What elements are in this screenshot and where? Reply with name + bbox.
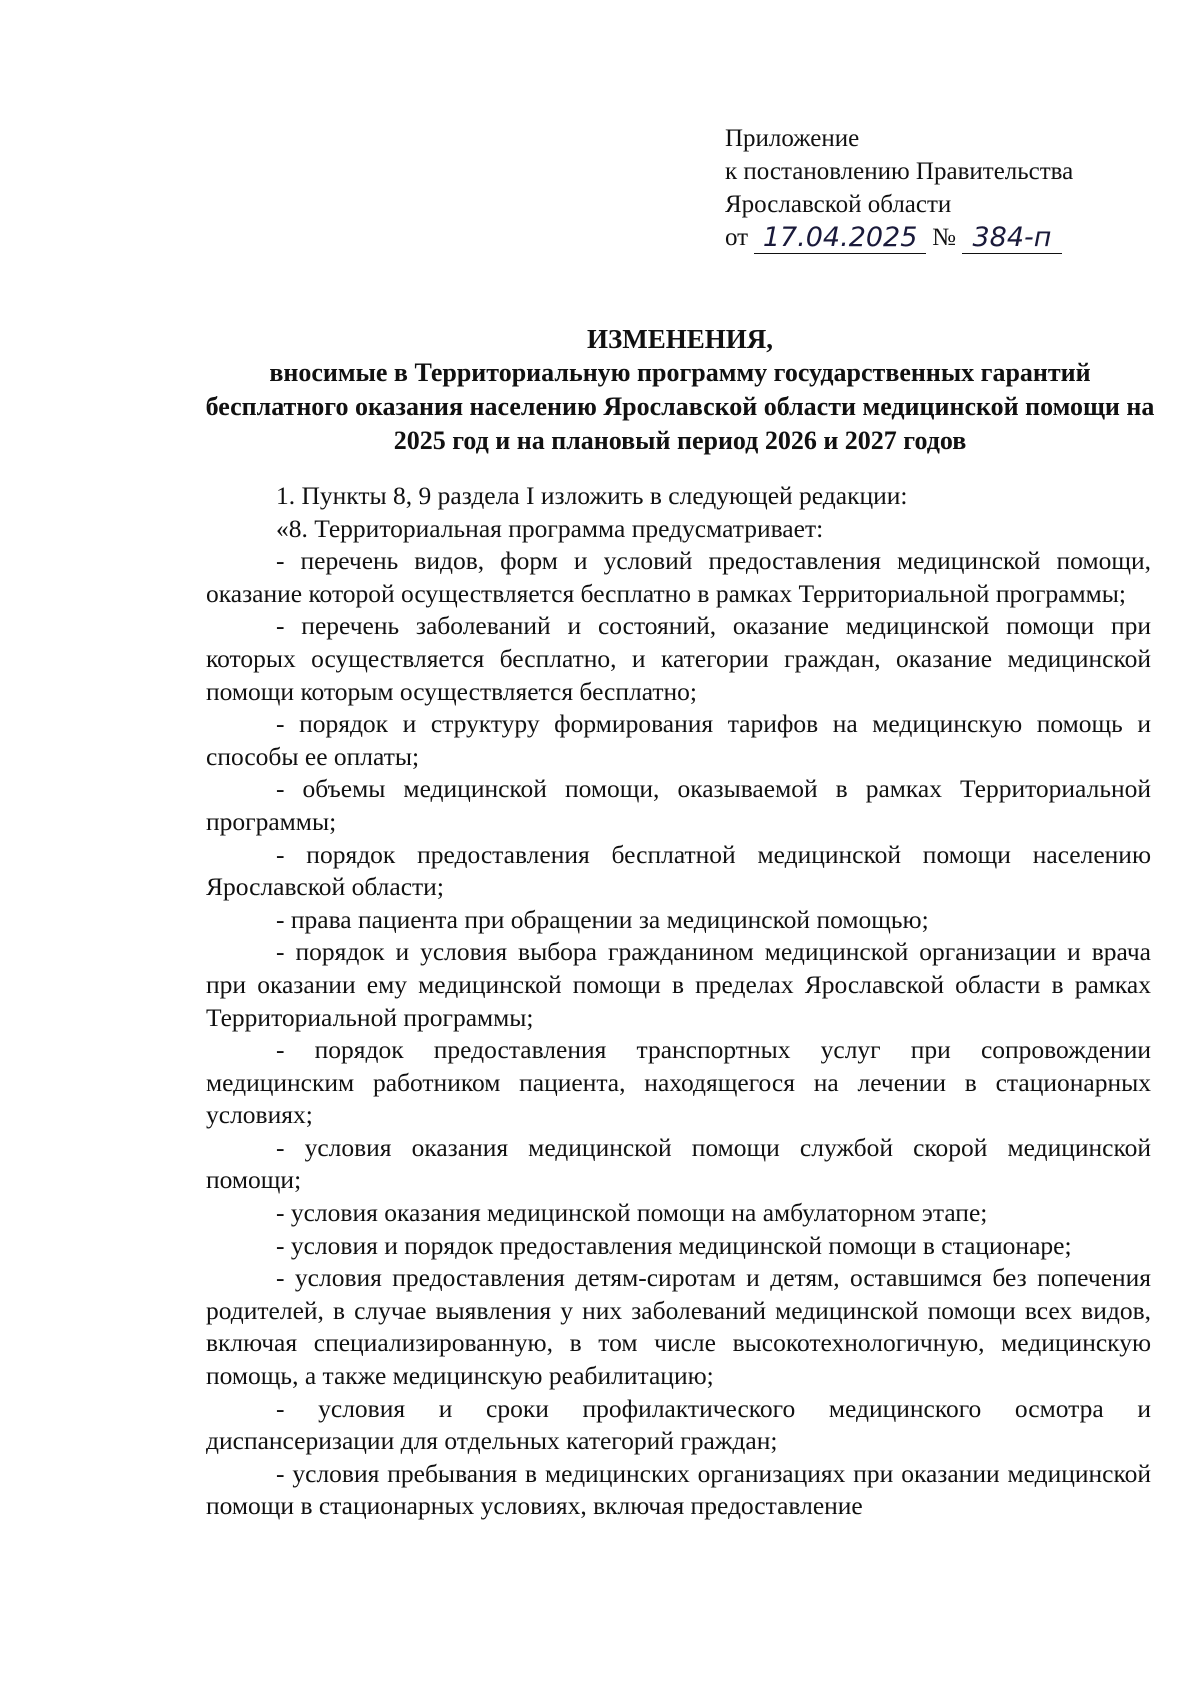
annex-line-3: Ярославской области <box>725 191 952 218</box>
handwritten-date: 17.04.2025 <box>754 223 926 254</box>
handwritten-number: 384-п <box>962 223 1062 254</box>
body-paragraph: - права пациента при обращении за медицинской помощью; <box>276 904 929 934</box>
annex-line-1: Приложение <box>725 125 860 152</box>
body-paragraph: «8. Территориальная программа предусматривает: <box>276 513 824 543</box>
body-paragraph: - условия и сроки профилактического медицинского осмотра и диспансеризации для отдельных категорий граждан; <box>206 1393 1151 1456</box>
body-paragraph: - порядок предоставления транспортных услуг при сопровождении медицинским работником пациента, находящегося на лечении в стационарных условиях; <box>206 1035 1151 1130</box>
from-label: от <box>725 224 749 251</box>
annex-date-line <box>725 221 1145 254</box>
body-paragraph: - порядок и условия выбора гражданином медицинской организации и врача при оказании ему медицинской помощи в пределах Ярославской области в рамках Территориальной программы; <box>206 937 1151 1032</box>
body-paragraph: - порядок и структуру формирования тарифов на медицинскую помощь и способы ее оплаты; <box>206 709 1151 771</box>
body-paragraph: - условия оказания медицинской помощи службой скорой медицинской помощи; <box>206 1132 1151 1195</box>
document-heading <box>205 322 1155 458</box>
body-paragraph: - объемы медицинской помощи, оказываемой в рамках Территориальной программы; <box>206 774 1151 836</box>
body-paragraph: - условия оказания медицинской помощи на амбулаторном этапе; <box>276 1198 988 1228</box>
annex-block <box>725 122 1145 254</box>
document-body <box>206 480 1151 1523</box>
body-paragraph: 1. Пункты 8, 9 раздела I изложить в следующей редакции: <box>276 481 908 510</box>
body-paragraph: - условия пребывания в медицинских организациях при оказании медицинской помощи в стационарных условиях, включая предоставление <box>206 1458 1151 1521</box>
body-paragraph: - порядок предоставления бесплатной медицинской помощи населению Ярославской области; <box>206 839 1151 902</box>
body-paragraph: - перечень заболеваний и состояний, оказание медицинской помощи при которых осуществляется бесплатно, и категории граждан, оказание медицинской помощи которым осуществляется бесплатно; <box>206 611 1151 706</box>
annex-line-2: к постановлению Правительства <box>725 158 1074 185</box>
heading-subtitle: вносимые в Территориальную программу государственных гарантий бесплатного оказания населению Ярославской области медицинской помощи на 2025 год и на плановый период 2026 и 2027 годов <box>205 358 1155 455</box>
body-paragraph: - условия и порядок предоставления медицинской помощи в стационаре; <box>276 1230 1072 1260</box>
body-paragraph: - перечень видов, форм и условий предоставления медицинской помощи, оказание которой осуществляется бесплатно в рамках Территориальной программы; <box>206 546 1151 608</box>
number-label: № <box>932 224 956 251</box>
body-paragraph: - условия предоставления детям-сиротам и детям, оставшимся без попечения родителей, в случае выявления у них заболеваний медицинской помощи всех видов, включая специализированную, в том числе высокотехнологичную, медицинскую помощь, а также медицинскую реабилитацию; <box>206 1263 1151 1391</box>
heading-title: ИЗМЕНЕНИЯ, <box>586 324 773 354</box>
